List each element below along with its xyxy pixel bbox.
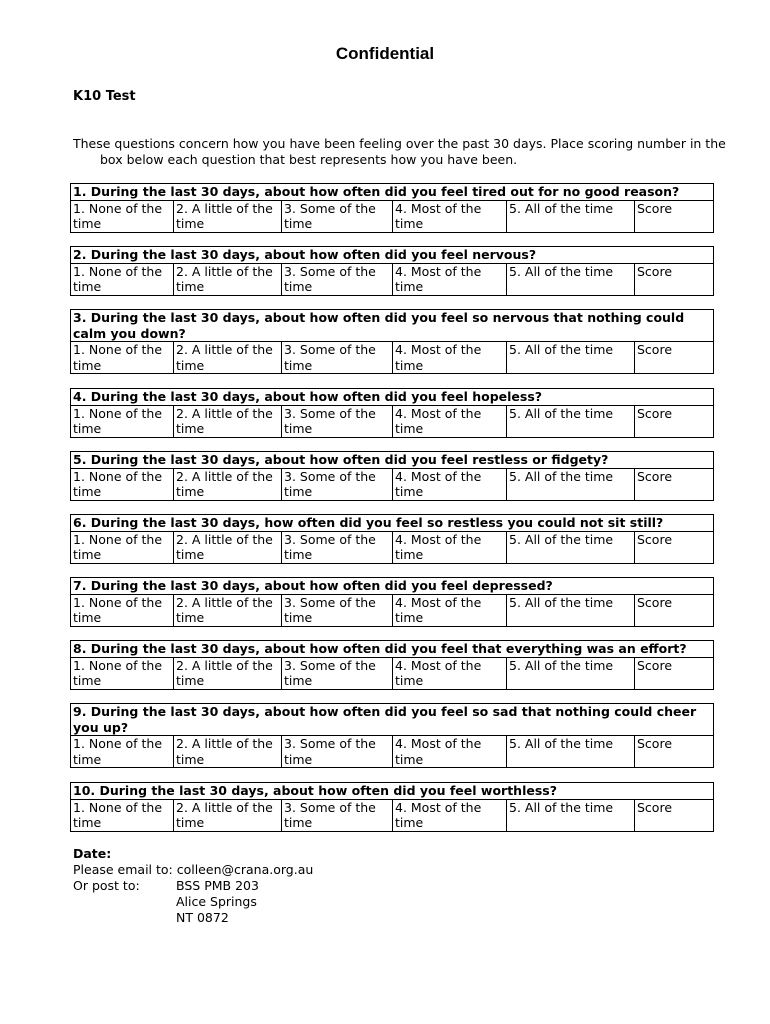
option-cell: 5. All of the time: [507, 468, 635, 500]
option-cell: 4. Most of the time: [393, 799, 507, 831]
option-cell: 3. Some of the time: [282, 263, 393, 295]
postal-address: [176, 878, 259, 926]
score-cell[interactable]: Score: [635, 405, 714, 437]
question-table: [70, 451, 714, 501]
option-cell: 2. A little of the time: [174, 736, 282, 768]
option-cell: 1. None of the time: [71, 342, 174, 374]
score-cell[interactable]: Score: [635, 657, 714, 689]
question-text: 3. During the last 30 days, about how often did you feel so nervous that nothing could calm you down?: [71, 310, 714, 342]
option-cell: 4. Most of the time: [393, 657, 507, 689]
question-text: 7. During the last 30 days, about how often did you feel depressed?: [71, 578, 714, 595]
option-cell: 2. A little of the time: [174, 263, 282, 295]
address-line: BSS PMB 203: [176, 878, 259, 893]
option-cell: 3. Some of the time: [282, 594, 393, 626]
question-text: 9. During the last 30 days, about how often did you feel so sad that nothing could cheer you up?: [71, 704, 714, 736]
score-cell[interactable]: Score: [635, 736, 714, 768]
option-cell: 1. None of the time: [71, 657, 174, 689]
score-cell[interactable]: Score: [635, 200, 714, 232]
score-cell[interactable]: Score: [635, 468, 714, 500]
option-cell: 3. Some of the time: [282, 799, 393, 831]
option-cell: 2. A little of the time: [174, 468, 282, 500]
option-cell: 4. Most of the time: [393, 405, 507, 437]
address-line: Alice Springs: [176, 894, 257, 909]
option-cell: 3. Some of the time: [282, 342, 393, 374]
option-cell: 1. None of the time: [71, 531, 174, 563]
option-cell: 1. None of the time: [71, 594, 174, 626]
option-cell: 4. Most of the time: [393, 342, 507, 374]
option-cell: 2. A little of the time: [174, 342, 282, 374]
question-text: 10. During the last 30 days, about how often did you feel worthless?: [71, 783, 714, 800]
question-table: [70, 388, 714, 438]
option-cell: 3. Some of the time: [282, 405, 393, 437]
question-text: 2. During the last 30 days, about how often did you feel nervous?: [71, 247, 714, 264]
question-text: 1. During the last 30 days, about how often did you feel tired out for no good reason?: [71, 184, 714, 201]
option-cell: 5. All of the time: [507, 736, 635, 768]
score-cell[interactable]: Score: [635, 263, 714, 295]
address-line: NT 0872: [176, 910, 229, 925]
score-cell[interactable]: Score: [635, 594, 714, 626]
option-cell: 5. All of the time: [507, 342, 635, 374]
option-cell: 5. All of the time: [507, 531, 635, 563]
option-cell: 3. Some of the time: [282, 736, 393, 768]
option-cell: 3. Some of the time: [282, 657, 393, 689]
question-table: [70, 183, 714, 233]
score-cell[interactable]: Score: [635, 531, 714, 563]
option-cell: 4. Most of the time: [393, 594, 507, 626]
intro-text: These questions concern how you have been feeling over the past 30 days. Place scoring number in the box below each question that best represents how you have been.: [73, 136, 726, 167]
question-text: 4. During the last 30 days, about how often did you feel hopeless?: [71, 389, 714, 406]
option-cell: 5. All of the time: [507, 657, 635, 689]
option-cell: 1. None of the time: [71, 263, 174, 295]
option-cell: 5. All of the time: [507, 594, 635, 626]
option-cell: 3. Some of the time: [282, 200, 393, 232]
option-cell: 2. A little of the time: [174, 594, 282, 626]
option-cell: 5. All of the time: [507, 799, 635, 831]
option-cell: 2. A little of the time: [174, 799, 282, 831]
question-text: 6. During the last 30 days, how often did you feel so restless you could not sit still?: [71, 515, 714, 532]
option-cell: 5. All of the time: [507, 405, 635, 437]
option-cell: 4. Most of the time: [393, 736, 507, 768]
option-cell: 4. Most of the time: [393, 468, 507, 500]
question-table: [70, 640, 714, 690]
option-cell: 1. None of the time: [71, 799, 174, 831]
option-cell: 2. A little of the time: [174, 531, 282, 563]
date-label: Date:: [73, 846, 112, 861]
test-name: K10 Test: [73, 89, 136, 104]
option-cell: 5. All of the time: [507, 263, 635, 295]
option-cell: 3. Some of the time: [282, 468, 393, 500]
document-title: Confidential: [335, 44, 435, 63]
question-table: [70, 703, 714, 768]
question-text: 5. During the last 30 days, about how often did you feel restless or fidgety?: [71, 452, 714, 469]
question-table: [70, 246, 714, 296]
option-cell: 2. A little of the time: [174, 657, 282, 689]
question-text: 8. During the last 30 days, about how often did you feel that everything was an effort?: [71, 641, 714, 658]
option-cell: 1. None of the time: [71, 736, 174, 768]
question-table: [70, 577, 714, 627]
footer: [73, 846, 313, 926]
option-cell: 1. None of the time: [71, 200, 174, 232]
option-cell: 5. All of the time: [507, 200, 635, 232]
score-cell[interactable]: Score: [635, 799, 714, 831]
post-row: [73, 878, 313, 926]
option-cell: 3. Some of the time: [282, 531, 393, 563]
question-table: [70, 309, 714, 374]
question-table: [70, 782, 714, 832]
option-cell: 4. Most of the time: [393, 263, 507, 295]
option-cell: 4. Most of the time: [393, 200, 507, 232]
option-cell: 1. None of the time: [71, 468, 174, 500]
option-cell: 4. Most of the time: [393, 531, 507, 563]
option-cell: 2. A little of the time: [174, 200, 282, 232]
option-cell: 1. None of the time: [71, 405, 174, 437]
score-cell[interactable]: Score: [635, 342, 714, 374]
question-table: [70, 514, 714, 564]
option-cell: 2. A little of the time: [174, 405, 282, 437]
post-label: Or post to:: [73, 878, 140, 893]
email-line: Please email to: colleen@crana.org.au: [73, 862, 314, 877]
